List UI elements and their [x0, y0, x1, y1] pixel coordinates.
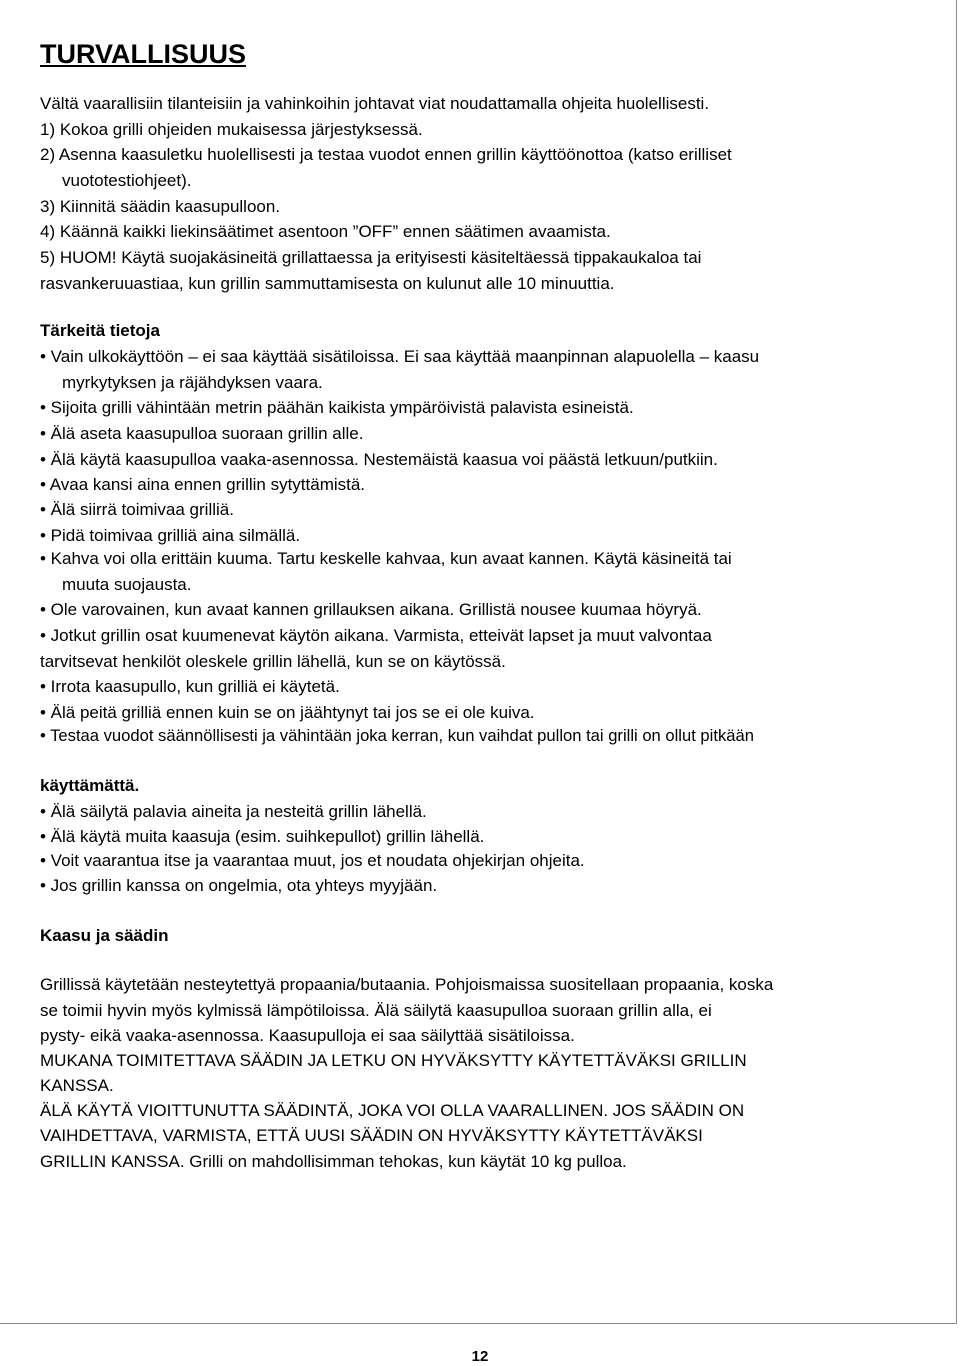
- bullet-item: • Älä peitä grilliä ennen kuin se on jäähtynyt tai jos se ei ole kuiva.: [40, 703, 535, 722]
- bullet-item: • Pidä toimivaa grilliä aina silmällä.: [40, 526, 301, 545]
- bullet-item: • Irrota kaasupullo, kun grilliä ei käytetä.: [40, 677, 340, 696]
- intro-step-2-cont: vuototestiohjeet).: [62, 171, 192, 190]
- bullet-item: • Älä käytä muita kaasuja (esim. suihkepullot) grillin lähellä.: [40, 827, 485, 846]
- gas-line: MUKANA TOIMITETTAVA SÄÄDIN JA LETKU ON HYVÄKSYTTY KÄYTETTÄVÄKSI GRILLIN: [40, 1051, 747, 1070]
- gas-line: ÄLÄ KÄYTÄ VIOITTUNUTTA SÄÄDINTÄ, JOKA VOI OLLA VAARALLINEN. JOS SÄÄDIN ON: [40, 1101, 745, 1120]
- bullet-item-cont: myrkytyksen ja räjähdyksen vaara.: [62, 373, 323, 392]
- bullet-item: • Älä käytä kaasupulloa vaaka-asennossa. Nestemäistä kaasua voi päästä letkuun/putkiin.: [40, 450, 718, 469]
- gas-heading: Kaasu ja säädin: [40, 926, 169, 945]
- bullet-item: • Kahva voi olla erittäin kuuma. Tartu keskelle kahvaa, kun avaat kannen. Käytä käsineitä tai: [40, 549, 732, 568]
- intro-step-1: 1) Kokoa grilli ohjeiden mukaisessa järjestyksessä.: [40, 120, 423, 139]
- bullet-item: • Voit vaarantua itse ja vaarantaa muut, jos et noudata ohjekirjan ohjeita.: [40, 851, 585, 870]
- bullet-item-cont: tarvitsevat henkilöt oleskele grillin lähellä, kun se on käytössä.: [40, 652, 506, 671]
- bullet-item: • Älä säilytä palavia aineita ja nesteitä grillin lähellä.: [40, 802, 427, 821]
- bullet-item-cont: muuta suojausta.: [62, 575, 192, 594]
- important-heading: Tärkeitä tietoja: [40, 321, 160, 340]
- gas-line: GRILLIN KANSSA. Grilli on mahdollisimman tehokas, kun käytät 10 kg pulloa.: [40, 1152, 627, 1171]
- bullet-item: • Vain ulkokäyttöön – ei saa käyttää sisätiloissa. Ei saa käyttää maanpinnan alapuolella – kaasu: [40, 347, 760, 366]
- intro-step-5: 5) HUOM! Käytä suojakäsineitä grillattaessa ja erityisesti käsiteltäessä tippakaukaloa tai: [40, 248, 702, 267]
- page-title: TURVALLISUUS: [40, 39, 247, 69]
- gas-line: se toimii hyvin myös kylmissä lämpötiloissa. Älä säilytä kaasupulloa suoraan grillin alla, ei: [40, 1001, 712, 1020]
- bullet-item: • Ole varovainen, kun avaat kannen grillauksen aikana. Grillistä nousee kuumaa höyryä.: [40, 600, 702, 619]
- intro-step-3: 3) Kiinnitä säädin kaasupulloon.: [40, 197, 281, 216]
- bullet-item-cont-bold: käyttämättä.: [40, 776, 140, 795]
- intro-step-5-cont: rasvankeruuastiaa, kun grillin sammuttamisesta on kulunut alle 10 minuuttia.: [40, 274, 615, 293]
- page-number: 12: [471, 1348, 489, 1365]
- intro-step-2: 2) Asenna kaasuletku huolellisesti ja testaa vuodot ennen grillin käyttöönottoa (katso erilliset: [40, 145, 732, 164]
- bullet-item: • Avaa kansi aina ennen grillin sytyttämistä.: [40, 475, 366, 494]
- bullet-item: • Älä aseta kaasupulloa suoraan grillin alle.: [40, 424, 364, 443]
- bullet-item: • Jotkut grillin osat kuumenevat käytön aikana. Varmista, etteivät lapset ja muut valvontaa: [40, 626, 712, 645]
- gas-line: VAIHDETTAVA, VARMISTA, ETTÄ UUSI SÄÄDIN ON HYVÄKSYTTY KÄYTETTÄVÄKSI: [40, 1126, 703, 1145]
- gas-line: KANSSA.: [40, 1076, 114, 1095]
- bullet-item: • Sijoita grilli vähintään metrin päähän kaikista ympäröivistä palavista esineistä.: [40, 398, 634, 417]
- intro-line: Vältä vaarallisiin tilanteisiin ja vahinkoihin johtavat viat noudattamalla ohjeita huolellisesti.: [40, 94, 710, 113]
- bullet-item: • Jos grillin kanssa on ongelmia, ota yhteys myyjään.: [40, 876, 438, 895]
- gas-line: pysty- eikä vaaka-asennossa. Kaasupulloja ei saa säilyttää sisätiloissa.: [40, 1026, 575, 1045]
- bullet-item: • Älä siirrä toimivaa grilliä.: [40, 500, 234, 519]
- bullet-item: • Testaa vuodot säännöllisesti ja vähintään joka kerran, kun vaihdat pullon tai grilli on ollut pitkään: [40, 726, 754, 745]
- gas-line: Grillissä käytetään nesteytettyä propaania/butaania. Pohjoismaissa suositellaan propaania, koska: [40, 975, 774, 994]
- intro-step-4: 4) Käännä kaikki liekinsäätimet asentoon ”OFF” ennen säätimen avaamista.: [40, 222, 611, 241]
